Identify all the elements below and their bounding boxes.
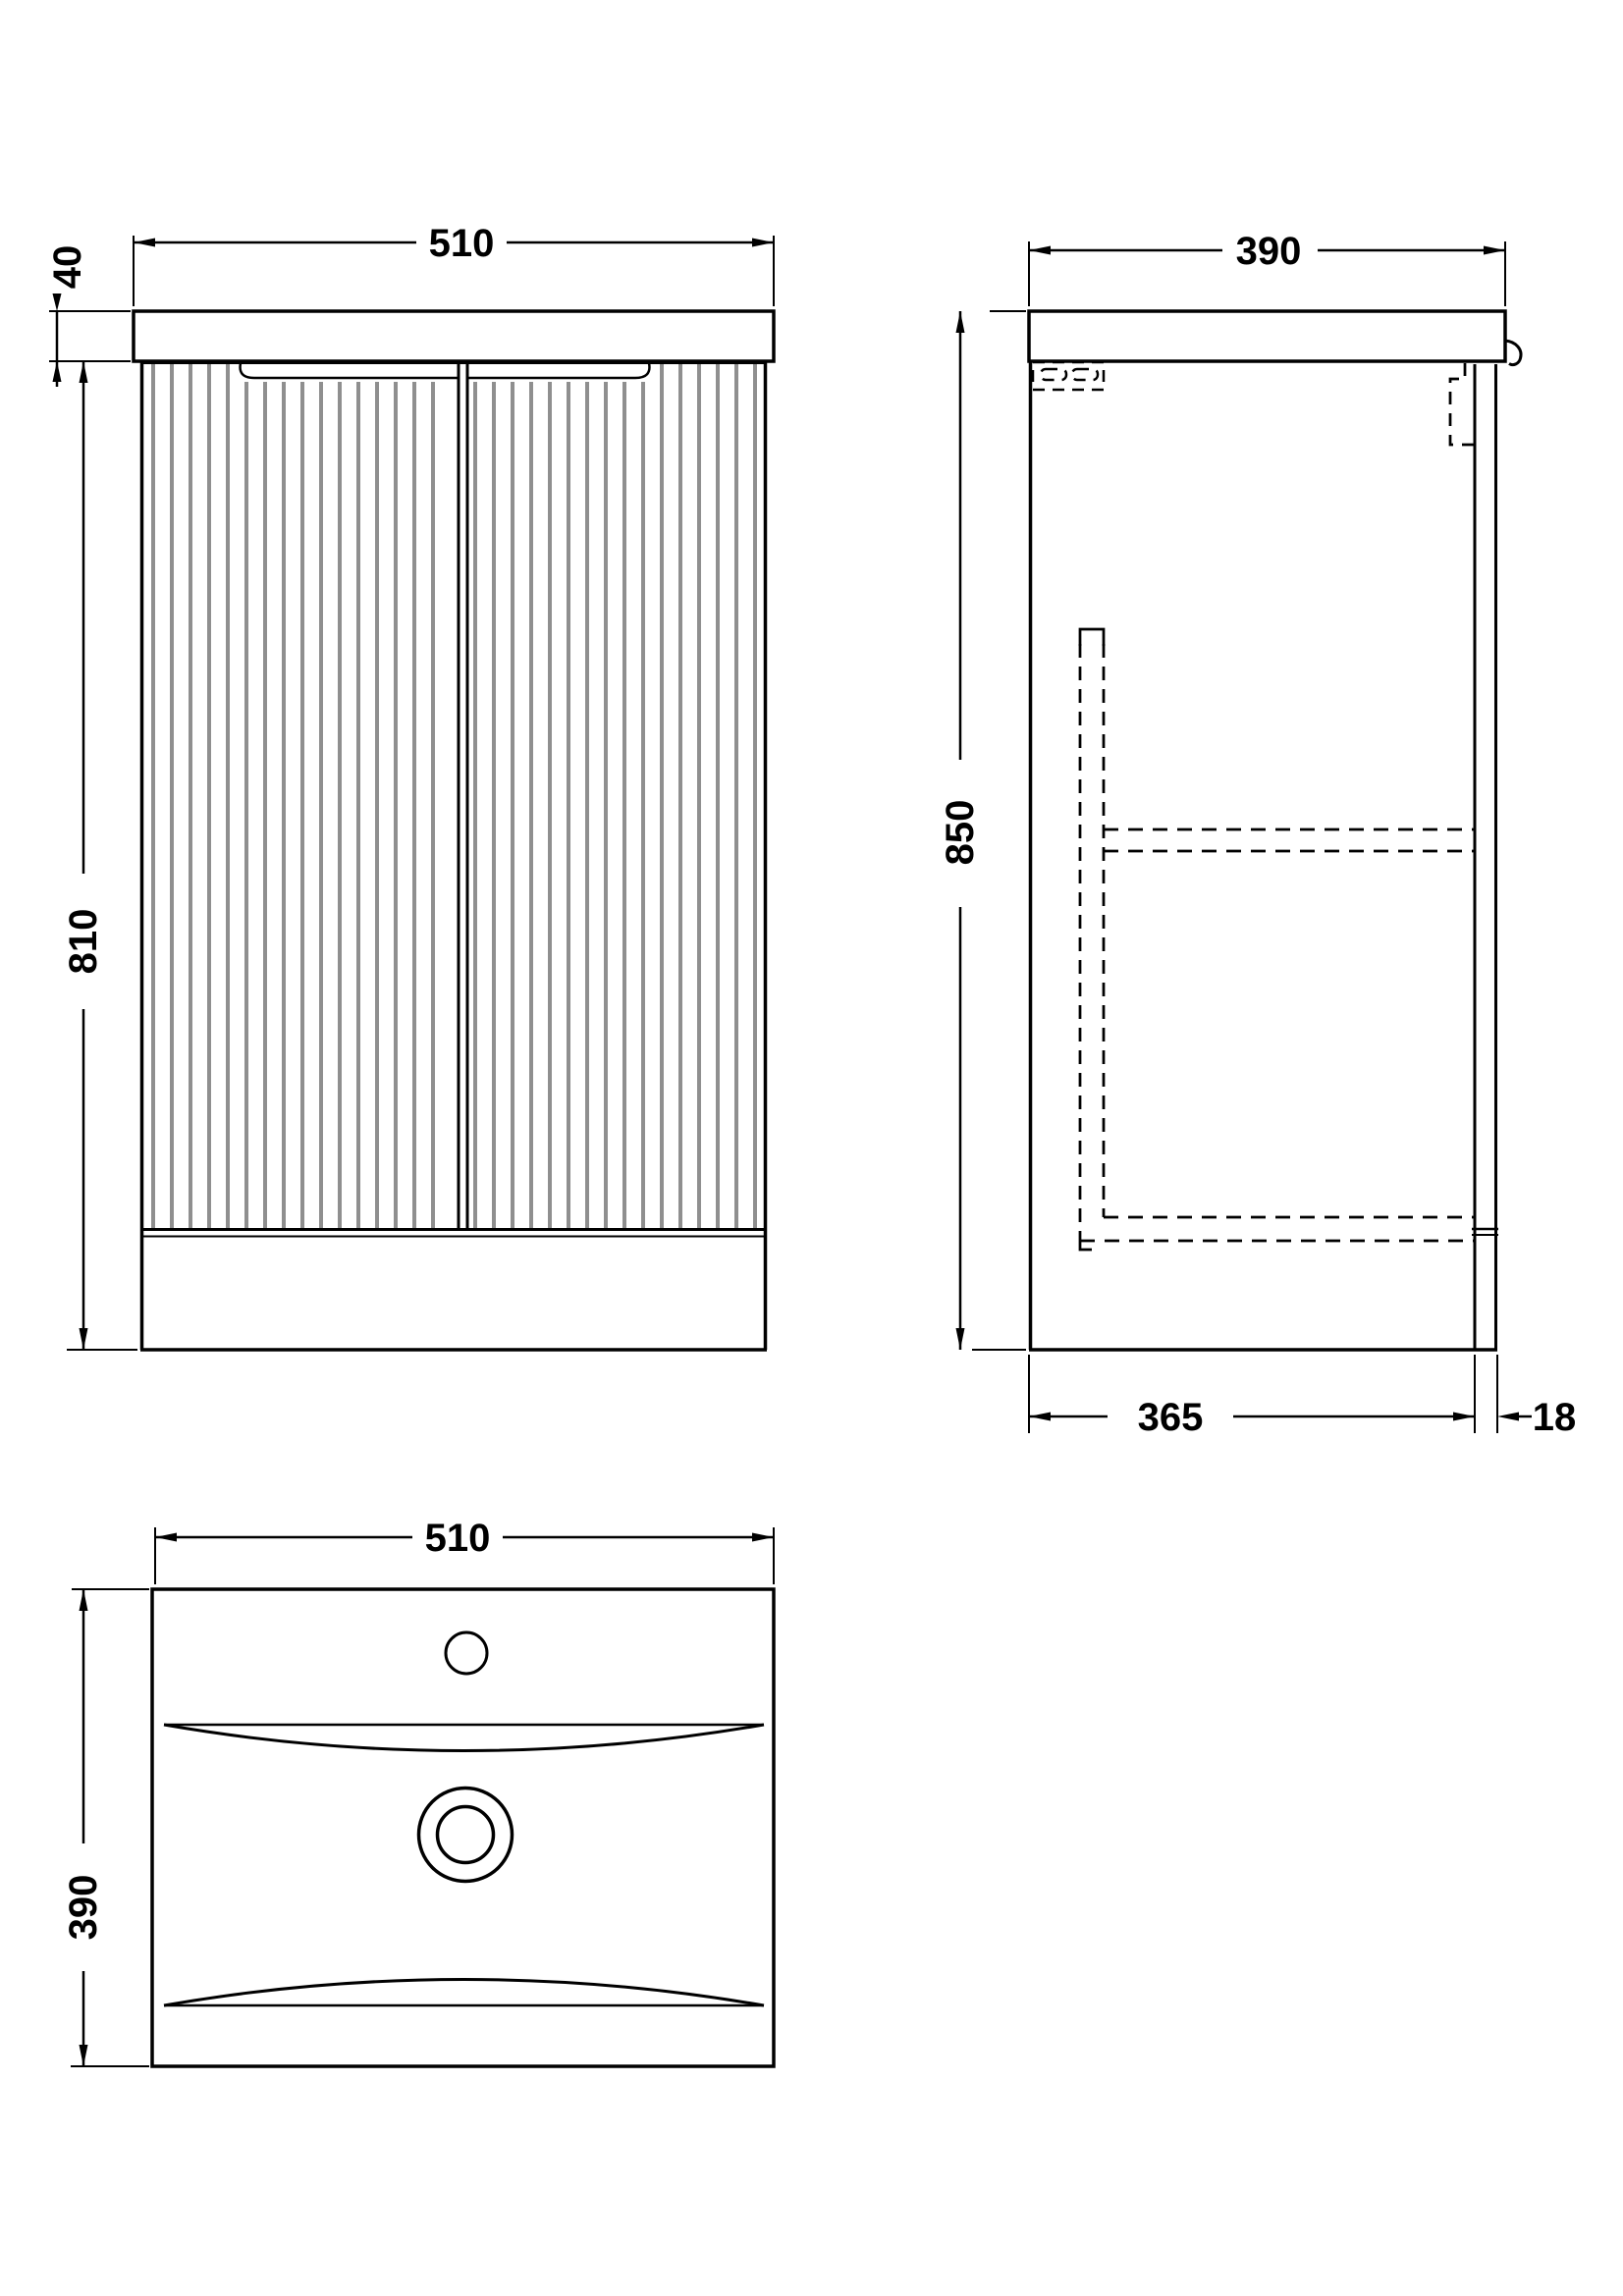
internal-support-hidden-detail (1080, 629, 1104, 1250)
fluted-door-texture (153, 364, 755, 1228)
arrowhead (1497, 1413, 1519, 1421)
plan-width-label: 510 (424, 1517, 491, 1560)
plan-depth-dimension (62, 1589, 149, 2066)
arrowhead (53, 361, 62, 382)
right-door-handle-recess (468, 363, 649, 378)
arrowhead (80, 2045, 88, 2066)
front-width-label: 510 (428, 222, 495, 265)
arrowhead (752, 1533, 774, 1542)
front-height-label: 810 (62, 908, 105, 975)
arrowhead (1029, 246, 1051, 255)
waste-hole-inner (438, 1807, 494, 1863)
side-height-dimension (939, 311, 1026, 1350)
side-height-label: 850 (939, 799, 982, 866)
front-elevation-view (46, 222, 774, 1350)
waste-hole-outer (419, 1789, 513, 1882)
front-worktop-label: 40 (46, 244, 89, 290)
arrowhead (80, 1589, 88, 1611)
front-worktop (134, 311, 774, 361)
side-panel-thickness-dimension (1497, 1355, 1576, 1439)
hinge-plate-hidden-detail (1033, 362, 1104, 390)
side-depth-label: 390 (1235, 230, 1302, 273)
arrowhead (1453, 1413, 1475, 1421)
left-door-handle-recess (241, 363, 458, 378)
arrowhead (956, 1328, 965, 1350)
front-worktop-dimension (46, 245, 131, 387)
arrowhead (80, 1328, 88, 1350)
bowl-back-curve (164, 1725, 764, 1751)
side-panel-thickness-label: 18 (1532, 1396, 1577, 1439)
arrowhead (53, 294, 62, 311)
basin-outline (152, 1589, 774, 2066)
side-worktop (1029, 311, 1505, 361)
front-height-dimension (62, 361, 137, 1350)
shelf-hidden-detail (1104, 829, 1475, 851)
side-carcass-depth-label: 365 (1137, 1396, 1204, 1439)
arrowhead (956, 311, 965, 333)
plan-width-dimension (155, 1517, 774, 1584)
side-worktop-front-lip (1505, 341, 1521, 365)
side-elevation-view (939, 230, 1576, 1439)
plan-view (62, 1517, 774, 2066)
arrowhead (134, 239, 155, 247)
arrowhead (752, 239, 774, 247)
plan-depth-label: 390 (62, 1874, 105, 1941)
side-depth-dimension (1029, 230, 1505, 306)
tap-hole (446, 1632, 487, 1674)
side-carcass-depth-dimension (1029, 1355, 1475, 1439)
front-width-dimension (134, 222, 774, 306)
bowl-front-curve (164, 1980, 764, 2006)
arrowhead (1029, 1413, 1051, 1421)
arrowhead (80, 361, 88, 383)
hinge-step-hidden-detail (1450, 363, 1475, 445)
cabinet-floor-hidden-detail (1080, 1217, 1475, 1241)
arrowhead (1484, 246, 1505, 255)
arrowhead (155, 1533, 177, 1542)
